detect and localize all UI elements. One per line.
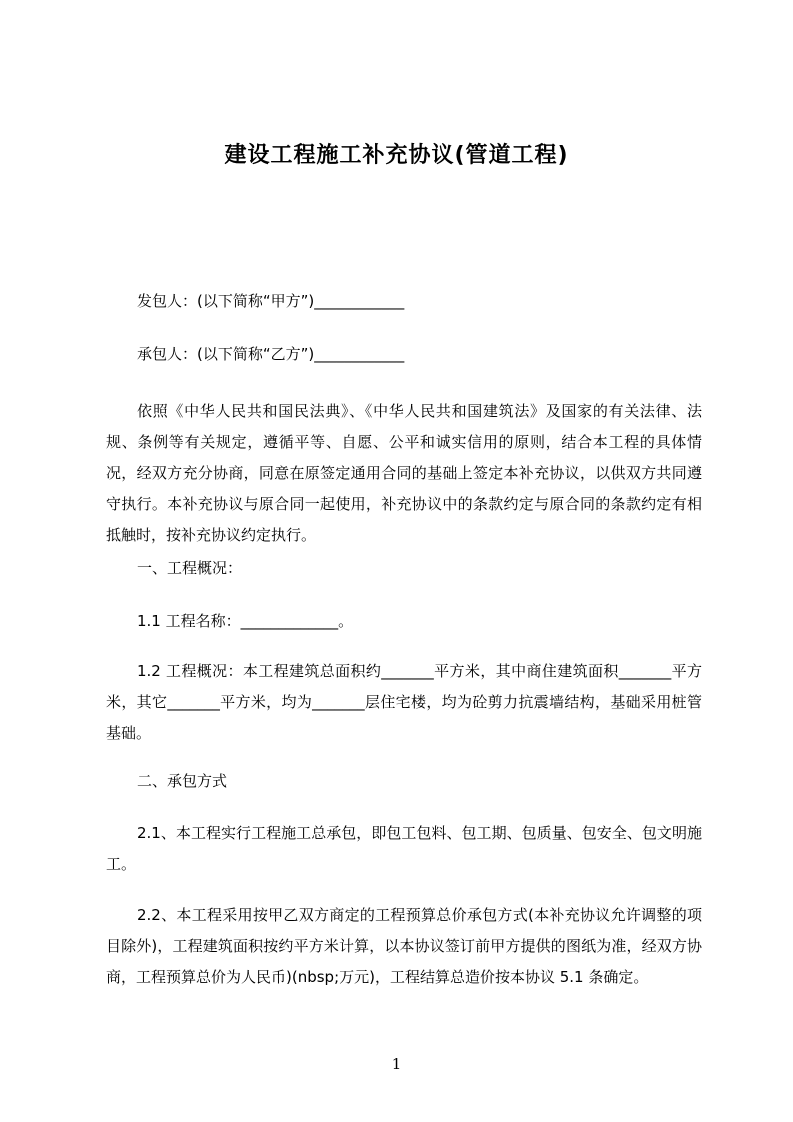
item-2-1-general-contracting: 2.1、本工程实行工程施工总承包，即包工包料、包工期、包质量、包安全、包文明施工。 [106,824,702,873]
party-b-line: 承包人：(以下简称“乙方”)____________ [137,345,405,363]
party-a-line: 发包人：(以下简称“甲方”)____________ [137,292,405,310]
item-2-2-budget-price: 2.2、本工程采用按甲乙双方商定的工程预算总价承包方式(本补充协议允许调整的项目除外)，工程建筑面积按约平方米计算，以本协议签订前甲方提供的图纸为准，经双方协商，工程预算总价为人民币)(nbsp;万元)，工程结算总造价按本协议 5.1 条确定。 [106,906,702,986]
section-heading-overview: 一、工程概况： [137,559,243,577]
section-heading-contract-method: 二、承包方式 [137,772,228,790]
page-number: 1 [391,1055,402,1073]
intro-paragraph: 依照《中华人民共和国民法典》、《中华人民共和国建筑法》及国家的有关法律、法规、条例等有关规定，遵循平等、自愿、公平和诚实信用的原则，结合本工程的具体情况，经双方充分协商，同意在原签定通用合同的基础上签定本补充协议，以供双方共同遵守执行。本补充协议与原合同一起使用，补充协议中的条款约定与原合同的条款约定有相抵触时，按补充协议约定执行。 [106,402,702,544]
document-title: 建设工程施工补充协议(管道工程) [224,143,569,168]
item-1-1-project-name: 1.1 工程名称：_____________。 [137,612,354,630]
item-1-2-project-overview: 1.2 工程概况：本工程建筑总面积约_______平方米，其中商住建筑面积_______平方米，其它_______平方米，均为_______层住宅楼，均为砼剪力抗震墙结构，基础采用桩管基础。 [106,662,702,742]
